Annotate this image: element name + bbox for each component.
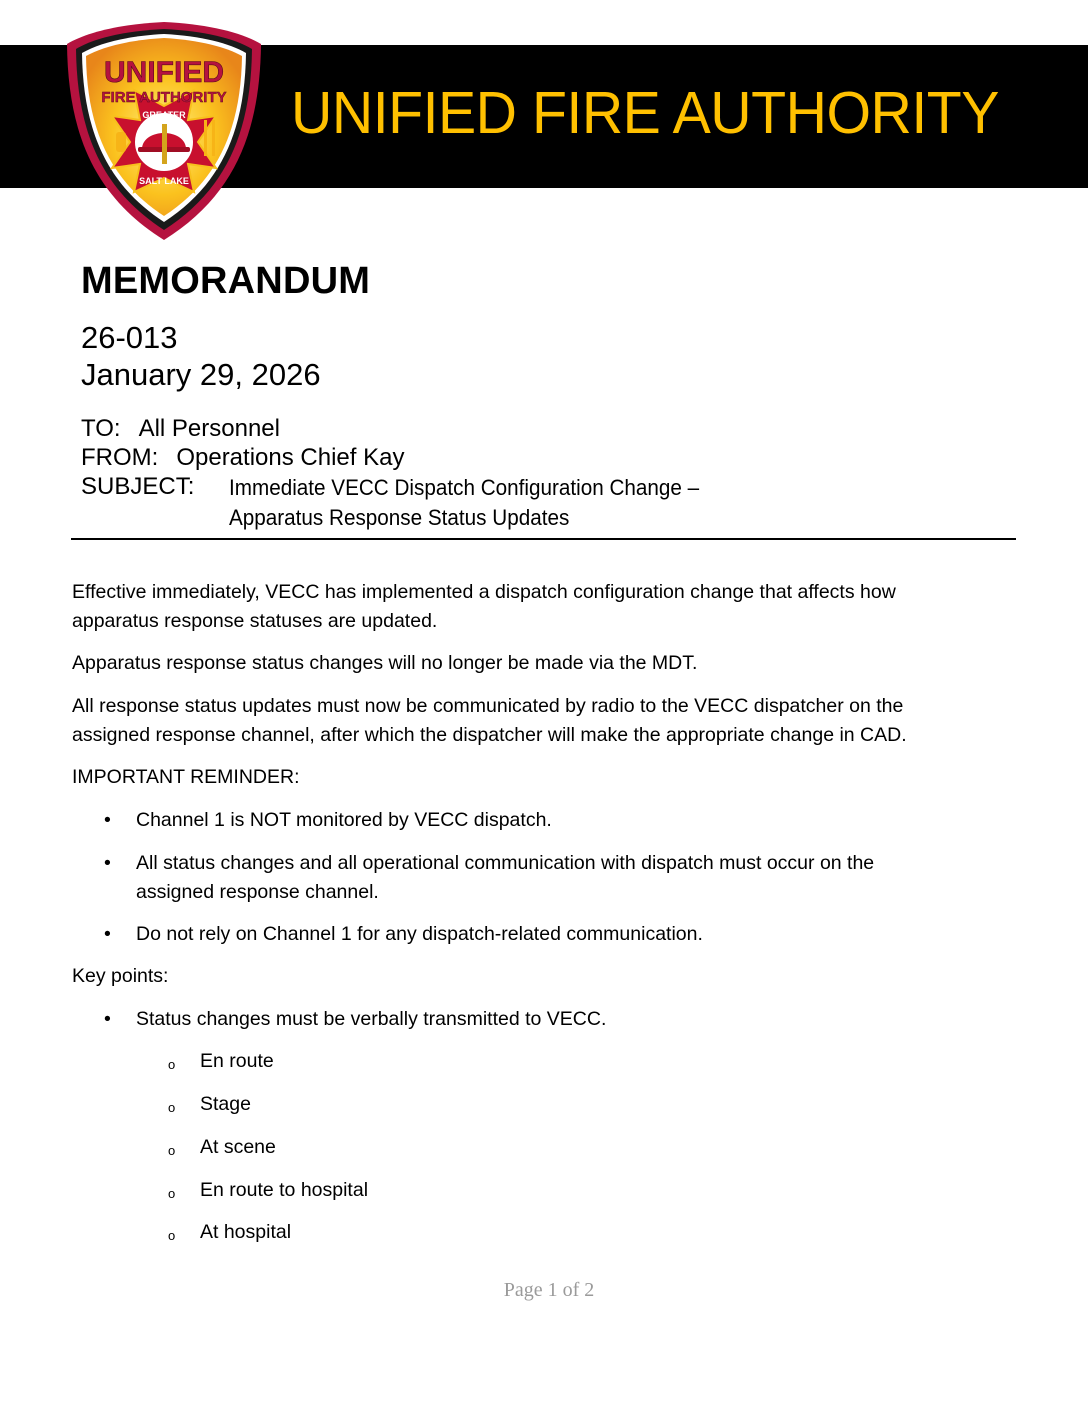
reminder-bullet-line-2: assigned response channel. — [136, 881, 379, 903]
bullet-icon: • — [104, 809, 111, 831]
key-points-heading: Key points: — [72, 965, 169, 987]
reminder-heading: IMPORTANT REMINDER: — [72, 766, 300, 788]
from-label: FROM: — [81, 444, 159, 471]
organization-title: UNIFIED FIRE AUTHORITY — [291, 80, 999, 146]
paragraph-radio — [72, 692, 907, 750]
svg-text:FIRE AUTHORITY: FIRE AUTHORITY — [101, 89, 227, 106]
sub-bullet-icon: o — [168, 1228, 176, 1243]
paragraph-mdt: Apparatus response status changes will no longer be made via the MDT. — [72, 652, 698, 674]
sub-bullet-icon: o — [168, 1057, 176, 1072]
memo-number: 26-013 — [81, 320, 178, 355]
header-divider — [71, 538, 1016, 540]
subject-label: SUBJECT: — [81, 473, 195, 500]
status-item: Stage — [200, 1093, 251, 1115]
from-value: Operations Chief Kay — [176, 444, 405, 471]
status-item: En route — [200, 1050, 274, 1072]
svg-text:SALT LAKE: SALT LAKE — [139, 176, 189, 186]
to-label: TO: — [81, 415, 121, 442]
bullet-icon: • — [104, 923, 111, 945]
reminder-bullet-line-1: All status changes and all operational communication with dispatch must occur on the — [136, 852, 875, 874]
sub-bullet-icon: o — [168, 1143, 176, 1158]
paragraph-intro — [72, 578, 896, 636]
status-item: At scene — [200, 1136, 276, 1158]
subject-line-2: Apparatus Response Status Updates — [229, 505, 570, 530]
from-row — [81, 443, 404, 473]
to-value: All Personnel — [138, 415, 280, 442]
sub-bullet-icon: o — [168, 1186, 176, 1201]
bullet-icon: • — [104, 1008, 111, 1030]
subject-value — [229, 473, 699, 533]
sub-bullet-icon: o — [168, 1100, 176, 1115]
paragraph-radio-line-1: All response status updates must now be communicated by radio to the VECC dispatcher on the — [72, 695, 904, 717]
reminder-bullet — [136, 849, 874, 907]
subject-line-1: Immediate VECC Dispatch Configuration Change – — [229, 475, 700, 500]
bullet-icon: • — [104, 852, 111, 874]
paragraph-intro-line-1: Effective immediately, VECC has implemented a dispatch configuration change that affects how — [72, 581, 896, 603]
memo-heading: MEMORANDUM — [81, 260, 371, 302]
paragraph-intro-line-2: apparatus response statuses are updated. — [72, 610, 438, 632]
status-item: En route to hospital — [200, 1179, 369, 1201]
status-item: At hospital — [200, 1221, 292, 1243]
svg-text:UNIFIED: UNIFIED — [104, 56, 224, 89]
paragraph-radio-line-2: assigned response channel, after which the dispatcher will make the appropriate change in CAD. — [72, 724, 907, 746]
key-point-bullet: Status changes must be verbally transmitted to VECC. — [136, 1008, 607, 1030]
shield-badge-icon — [66, 20, 262, 242]
page-indicator: Page 1 of 2 — [503, 1279, 595, 1301]
reminder-bullet: Do not rely on Channel 1 for any dispatch-related communication. — [136, 923, 703, 945]
to-row — [81, 414, 280, 444]
subject-row — [81, 472, 194, 502]
svg-text:GREATER: GREATER — [142, 110, 186, 120]
reminder-bullet: Channel 1 is NOT monitored by VECC dispatch. — [136, 809, 552, 831]
memo-date: January 29, 2026 — [81, 357, 321, 392]
